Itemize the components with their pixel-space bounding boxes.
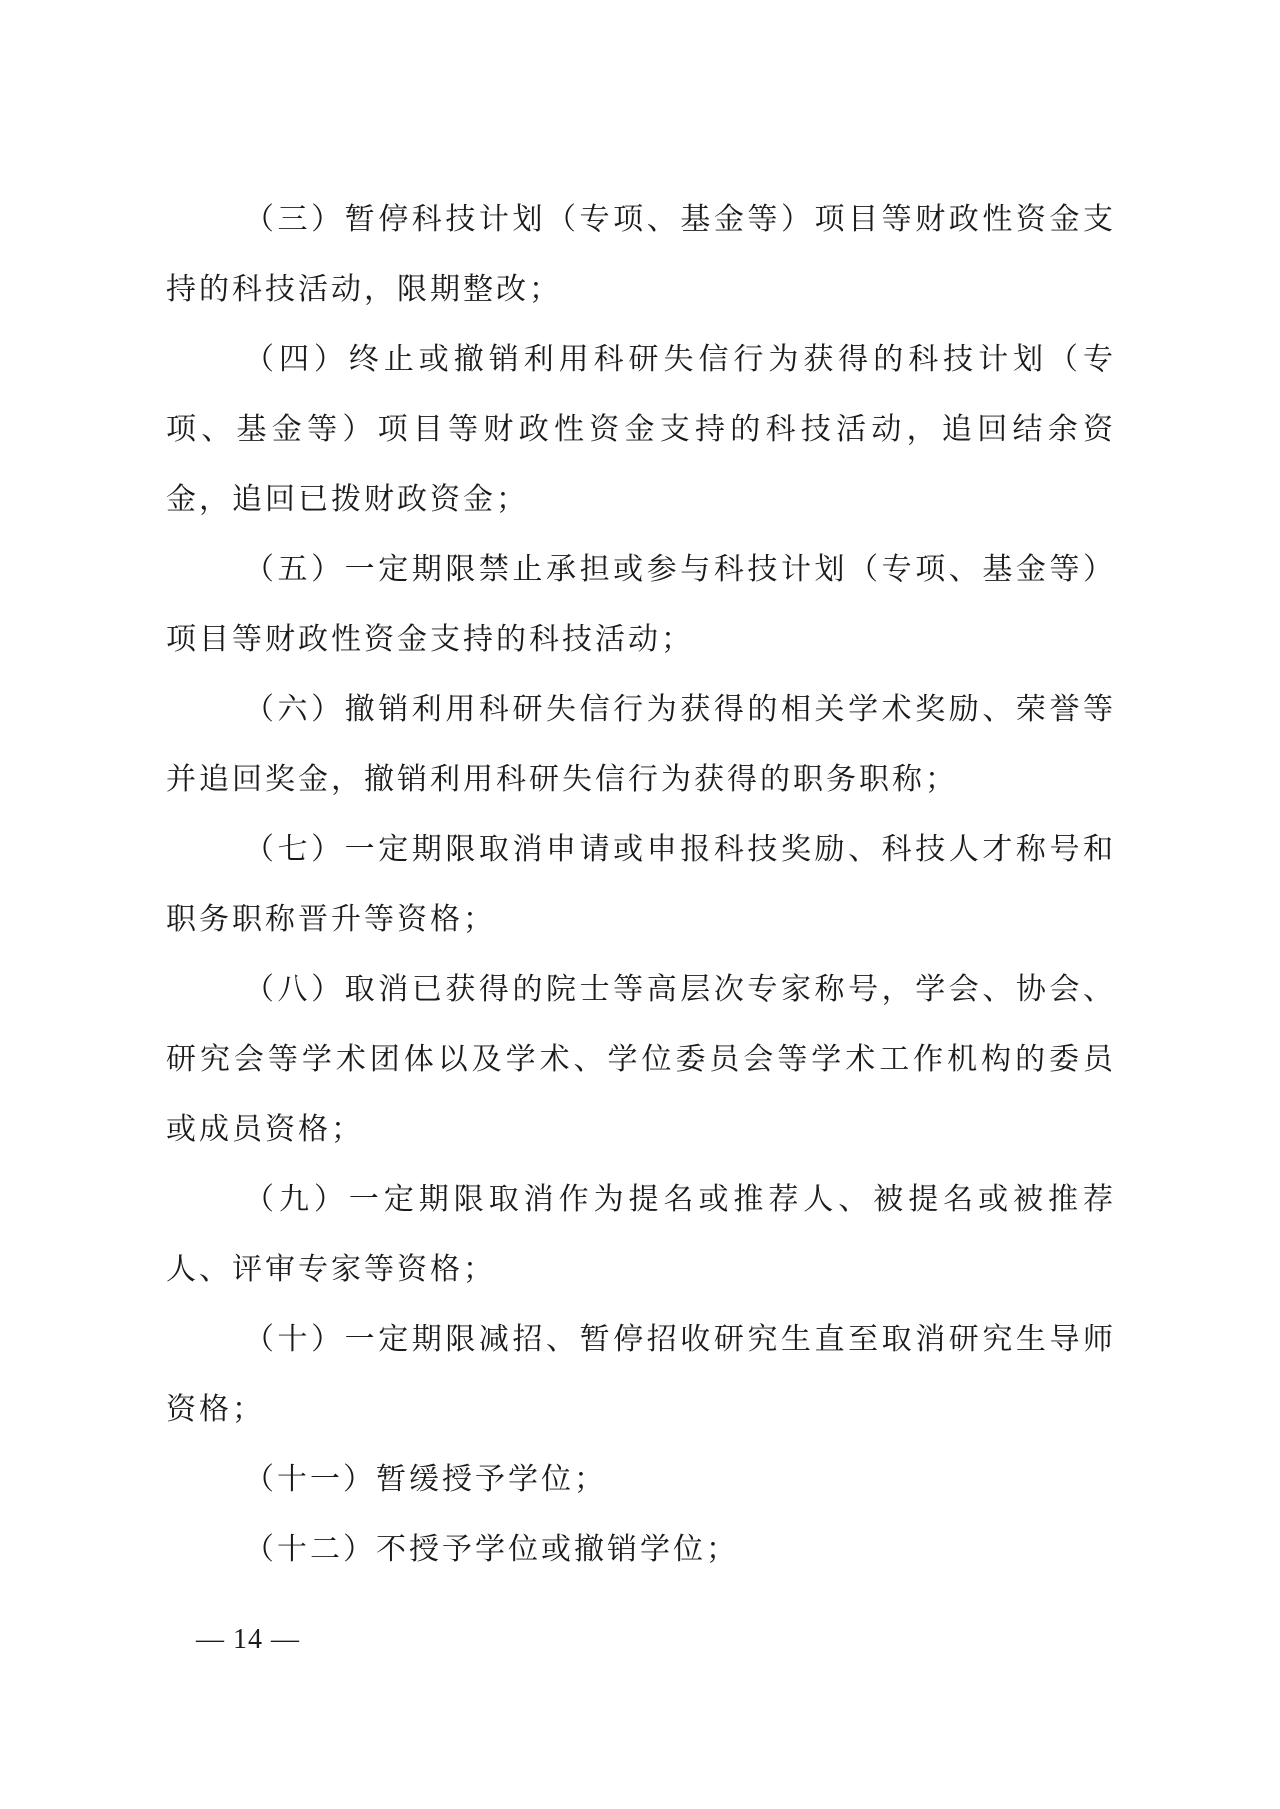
paragraph-item-3: （三）暂停科技计划（专项、基金等）项目等财政性资金支持的科技活动，限期整改；	[166, 202, 1116, 307]
paragraph-item-9: （九）一定期限取消作为提名或推荐人、被提名或被推荐人、评审专家等资格；	[166, 1182, 1116, 1287]
paragraph-item-4: （四）终止或撤销利用科研失信行为获得的科技计划（专项、基金等）项目等财政性资金支持的科技活动，追回结余资金，追回已拨财政资金；	[166, 342, 1116, 517]
paragraph-item-5: （五）一定期限禁止承担或参与科技计划（专项、基金等）项目等财政性资金支持的科技活动；	[166, 552, 1116, 657]
document-body	[166, 185, 1116, 1585]
paragraph-item-8: （八）取消已获得的院士等高层次专家称号，学会、协会、研究会等学术团体以及学术、学位委员会等学术工作机构的委员或成员资格；	[166, 972, 1116, 1147]
paragraph-item-6: （六）撤销利用科研失信行为获得的相关学术奖励、荣誉等并追回奖金，撤销利用科研失信行为获得的职务职称；	[166, 692, 1116, 797]
page-number: — 14 —	[196, 1624, 300, 1655]
paragraph-item-11: （十一）暂缓授予学位；	[244, 1462, 607, 1497]
paragraph-item-7: （七）一定期限取消申请或申报科技奖励、科技人才称号和职务职称晋升等资格；	[166, 832, 1116, 937]
paragraph-item-10: （十）一定期限减招、暂停招收研究生直至取消研究生导师资格；	[166, 1322, 1116, 1427]
paragraph-item-12: （十二）不授予学位或撤销学位；	[244, 1532, 739, 1567]
